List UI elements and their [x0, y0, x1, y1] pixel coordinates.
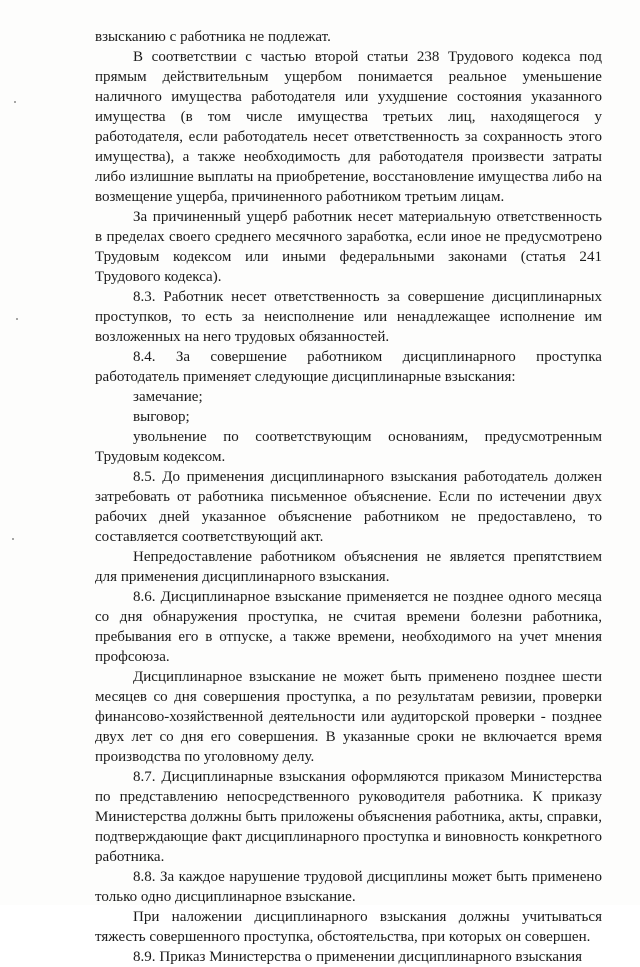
- document-body: [95, 27, 602, 967]
- list-item-reprimand: выговор;: [133, 409, 190, 425]
- scan-speck: [12, 538, 14, 540]
- paragraph-8-7: 8.7. Дисциплинарные взыскания оформляются приказом Министерства по представлению непосредственного руководителя работника. К приказу Министерства должны быть приложены объяснения работника, акты, справки, подтверждающие факт дисциплинарного проступка и виновность конкретного работника.: [95, 769, 602, 865]
- paragraph-8-8: 8.8. За каждое нарушение трудовой дисциплины может быть применено только одно дисциплинарное взыскание.: [95, 869, 602, 905]
- paragraph-liability-limit: За причиненный ущерб работник несет материальную ответственность в пределах своего среднего месячного заработка, если иное не предусмотрено Трудовым кодексом или иными федеральными законами (статья 241 Трудового кодекса).: [95, 209, 602, 285]
- paragraph-six-months-limit: Дисциплинарное взыскание не может быть применено позднее шести месяцев со дня совершения проступка, а по результатам ревизии, проверки финансово-хозяйственной деятельности или аудиторской проверки - позднее двух лет со дня его совершения. В указанные сроки не включается время производства по уголовному делу.: [95, 669, 602, 765]
- scan-speck: [14, 101, 16, 103]
- list-item-dismissal: увольнение по соответствующим основаниям, предусмотренным Трудовым кодексом.: [95, 429, 602, 465]
- paragraph-direct-damage-definition: В соответствии с частью второй статьи 238 Трудового кодекса под прямым действительным ущербом понимается реальное уменьшение наличного имущества работодателя или ухудшение состояния указанного имущества (в том числе имущества третьих лиц, находящегося у работодателя, если работодатель несет ответственность за сохранность этого имущества), а также необходимость для работодателя произвести затраты либо излишние выплаты на приобретение, восстановление имущества либо на возмещение ущерба, причиненного работником третьим лицам.: [95, 49, 602, 205]
- paragraph-no-explanation: Непредоставление работником объяснения не является препятствием для применения дисциплинарного взыскания.: [95, 549, 602, 585]
- paragraph-8-6: 8.6. Дисциплинарное взыскание применяется не позднее одного месяца со дня обнаружения проступка, не считая времени болезни работника, пребывания его в отпуске, а также времени, необходимого на учет мнения профсоюза.: [95, 589, 602, 665]
- paragraph-8-5: 8.5. До применения дисциплинарного взыскания работодатель должен затребовать от работника письменное объяснение. Если по истечении двух рабочих дней указанное объяснение работником не предоставлено, то составляется соответствующий акт.: [95, 469, 602, 545]
- paragraph-severity: При наложении дисциплинарного взыскания должны учитываться тяжесть совершенного проступка, обстоятельства, при которых он совершен.: [95, 909, 602, 945]
- paragraph-continuation: взысканию с работника не подлежат.: [95, 29, 331, 45]
- scan-speck: [16, 318, 18, 320]
- list-item-remark: замечание;: [133, 389, 203, 405]
- paragraph-8-4: 8.4. За совершение работником дисциплинарного проступка работодатель применяет следующие дисциплинарные взыскания:: [95, 349, 602, 385]
- paragraph-8-9: 8.9. Приказ Министерства о применении дисциплинарного взыскания: [133, 949, 583, 965]
- paragraph-8-3: 8.3. Работник несет ответственность за совершение дисциплинарных проступков, то есть за неисполнение или ненадлежащее исполнение им возложенных на него трудовых обязанностей.: [95, 289, 602, 345]
